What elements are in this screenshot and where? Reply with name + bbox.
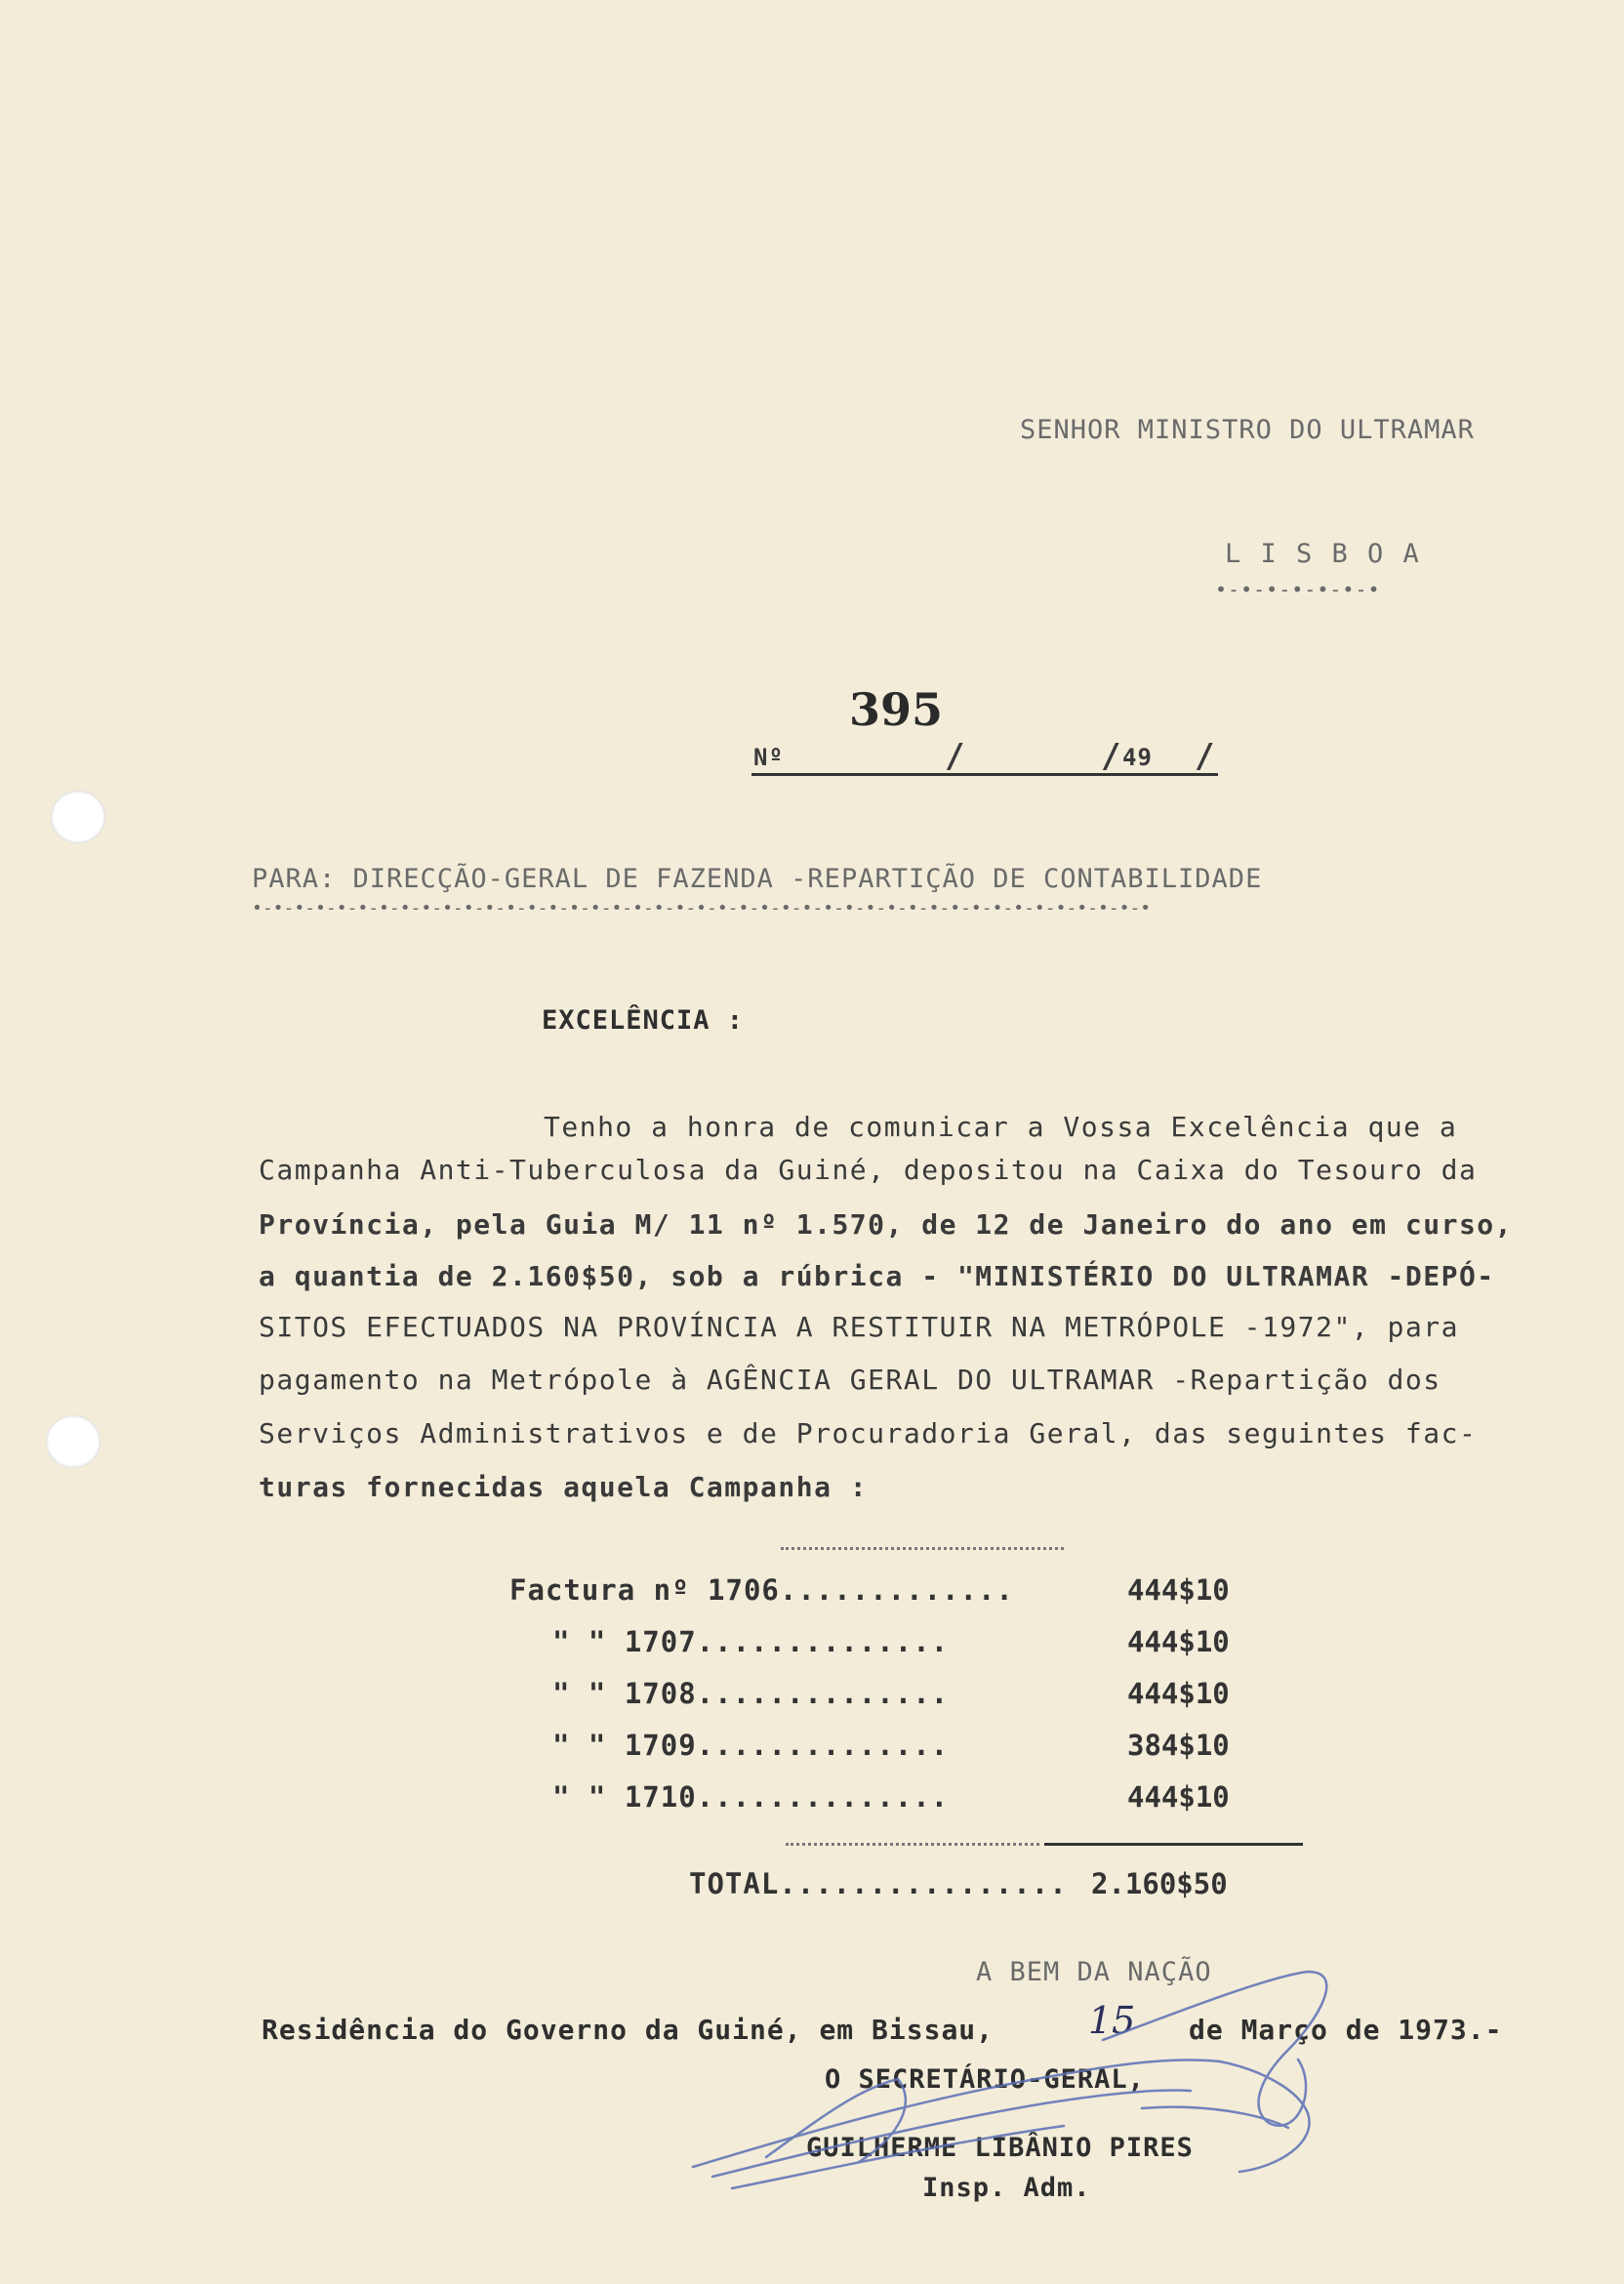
handwritten-day: 15 [1088, 1999, 1136, 2042]
city-underline: •-•-•-•-•-•-• [1215, 578, 1381, 601]
para-line: PARA: DIRECÇÃO-GERAL DE FAZENDA -REPARTIÇÃO DE CONTABILIDADE [252, 864, 1263, 894]
reference-code: 49 [1122, 744, 1153, 771]
invoice-row: Factura nº 1706............. [509, 1573, 1014, 1607]
invoice-amount: 384$10 [1127, 1729, 1230, 1762]
punch-hole-bottom [46, 1415, 101, 1468]
body-line-2: Campanha Anti-Tuberculosa da Guiné, depositou na Caixa do Tesouro da [259, 1154, 1478, 1186]
invoice-amount: 444$10 [1127, 1780, 1230, 1814]
body-line-4: a quantia de 2.160$50, sob a rúbrica - "MINISTÉRIO DO ULTRAMAR -DEPÓ- [259, 1260, 1495, 1292]
body-line-7: Serviços Administrativos e de Procuradoria Geral, das seguintes fac- [259, 1417, 1478, 1449]
reference-number: 395 [849, 683, 944, 736]
reference-slash-2: / [1101, 737, 1121, 776]
total-label: TOTAL................ [689, 1867, 1068, 1900]
reference-line [751, 773, 1218, 776]
body-line-3: Província, pela Guia M/ 11 nº 1.570, de 12 de Janeiro do ano em curso, [259, 1208, 1514, 1241]
signatory-role: O SECRETÁRIO-GERAL, [825, 2064, 1145, 2095]
invoice-row: " " 1709.............. [552, 1729, 950, 1762]
place-date-prefix: Residência do Governo da Guiné, em Bissau, [262, 2014, 995, 2046]
invoice-row: " " 1710.............. [552, 1780, 950, 1814]
invoice-top-dotline [781, 1547, 1064, 1550]
body-line-1: Tenho a honra de comunicar a Vossa Excelência que a [544, 1111, 1458, 1143]
signatory-title: Insp. Adm. [922, 2173, 1091, 2203]
invoice-amount: 444$10 [1127, 1573, 1230, 1607]
body-line-6: pagamento na Metrópole à AGÊNCIA GERAL DO ULTRAMAR -Repartição dos [259, 1364, 1441, 1396]
punch-hole-top [51, 791, 105, 843]
invoice-row: " " 1708.............. [552, 1677, 950, 1710]
signatory-name: GUILHERME LIBÂNIO PIRES [806, 2133, 1194, 2163]
total-rule [1044, 1843, 1303, 1846]
place-date-suffix: de Março de 1973.- [1189, 2014, 1503, 2046]
invoice-amount: 444$10 [1127, 1625, 1230, 1658]
salutation: EXCELÊNCIA : [542, 1005, 745, 1036]
city: L I S B O A [1225, 539, 1421, 569]
invoice-amount: 444$10 [1127, 1677, 1230, 1710]
motto: A BEM DA NAÇÃO [976, 1957, 1212, 1987]
para-underline: •-•-•-•-•-•-•-•-•-•-•-•-•-•-•-•-•-•-•-•-•-•-•-•-•-•-•-•-•-•-•-•-•-•-•-•-•-•-•-•-•-•-• [252, 898, 1152, 918]
addressee: SENHOR MINISTRO DO ULTRAMAR [1020, 415, 1475, 445]
body-line-5: SITOS EFECTUADOS NA PROVÍNCIA A RESTITUIR NA METRÓPOLE -1972", para [259, 1311, 1459, 1343]
reference-slash-1: / [945, 737, 965, 776]
reference-slash-3: / [1195, 737, 1215, 776]
invoice-bottom-dotline [786, 1843, 1039, 1846]
body-line-8: turas fornecidas aquela Campanha : [259, 1471, 869, 1503]
invoice-row: " " 1707.............. [552, 1625, 950, 1658]
signature-scribble [673, 1942, 1357, 2206]
reference-prefix: Nº [753, 744, 784, 771]
total-amount: 2.160$50 [1091, 1867, 1228, 1900]
